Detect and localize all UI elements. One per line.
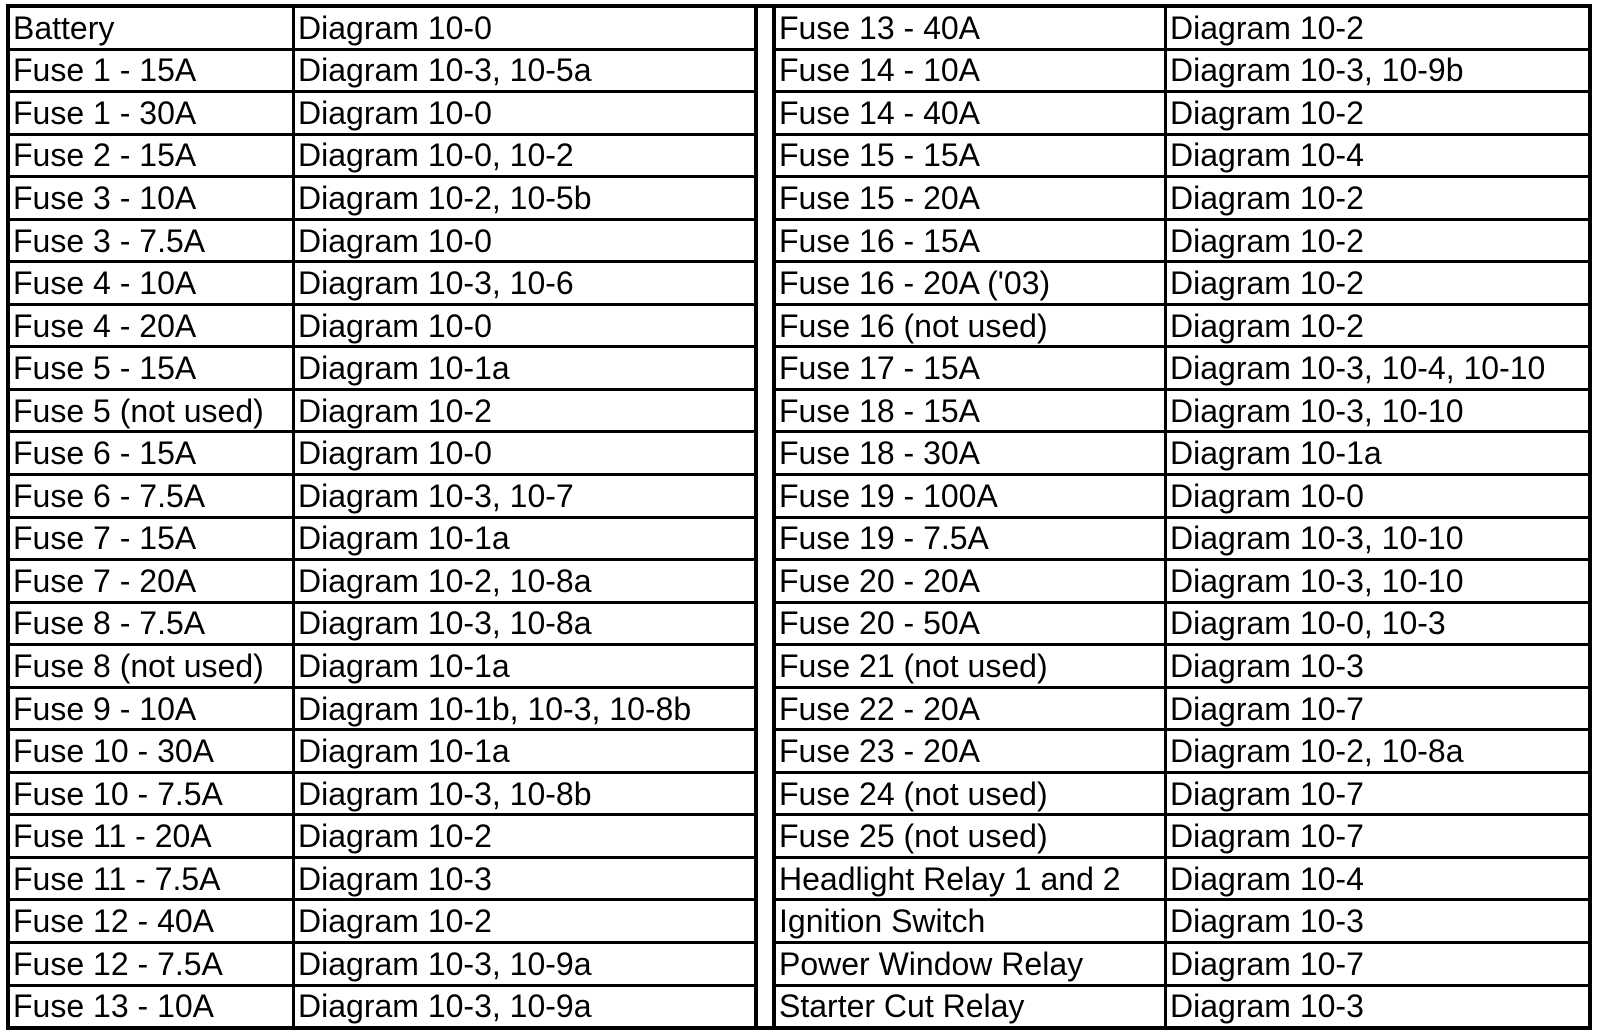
component-cell: Fuse 2 - 15A bbox=[10, 136, 292, 176]
table-row bbox=[10, 944, 754, 984]
diagram-reference-cell: Diagram 10-3 bbox=[1167, 987, 1588, 1027]
component-cell: Fuse 15 - 20A bbox=[776, 178, 1164, 218]
diagram-reference-cell: Diagram 10-3, 10-4, 10-10 bbox=[1167, 348, 1588, 388]
table-row bbox=[10, 221, 754, 261]
component-cell: Fuse 14 - 40A bbox=[776, 93, 1164, 133]
diagram-reference-cell: Diagram 10-2 bbox=[295, 391, 754, 431]
diagram-reference-cell: Diagram 10-3, 10-9b bbox=[1167, 51, 1588, 91]
diagram-reference-cell: Diagram 10-2, 10-8a bbox=[295, 561, 754, 601]
table-row bbox=[776, 476, 1588, 516]
table-row bbox=[10, 348, 754, 388]
table-row bbox=[776, 136, 1588, 176]
column-divider bbox=[754, 8, 776, 1026]
diagram-reference-cell: Diagram 10-1b, 10-3, 10-8b bbox=[295, 689, 754, 729]
component-cell: Fuse 19 - 7.5A bbox=[776, 519, 1164, 559]
table-row bbox=[10, 93, 754, 133]
diagram-reference-cell: Diagram 10-3, 10-10 bbox=[1167, 519, 1588, 559]
component-cell: Fuse 15 - 15A bbox=[776, 136, 1164, 176]
table-row bbox=[776, 519, 1588, 559]
table-row bbox=[10, 859, 754, 899]
diagram-reference-cell: Diagram 10-7 bbox=[1167, 689, 1588, 729]
component-cell: Fuse 20 - 20A bbox=[776, 561, 1164, 601]
table-row bbox=[776, 433, 1588, 473]
left-table-panel bbox=[10, 8, 754, 1026]
component-cell: Power Window Relay bbox=[776, 944, 1164, 984]
diagram-reference-cell: Diagram 10-2 bbox=[1167, 93, 1588, 133]
component-cell: Fuse 16 (not used) bbox=[776, 306, 1164, 346]
component-cell: Battery bbox=[10, 8, 292, 48]
diagram-reference-cell: Diagram 10-3, 10-8b bbox=[295, 774, 754, 814]
component-cell: Fuse 4 - 20A bbox=[10, 306, 292, 346]
diagram-reference-cell: Diagram 10-3, 10-9a bbox=[295, 987, 754, 1027]
diagram-reference-cell: Diagram 10-2 bbox=[1167, 8, 1588, 48]
diagram-reference-cell: Diagram 10-7 bbox=[1167, 774, 1588, 814]
table-row bbox=[10, 519, 754, 559]
table-row bbox=[10, 774, 754, 814]
diagram-reference-cell: Diagram 10-7 bbox=[1167, 816, 1588, 856]
diagram-reference-cell: Diagram 10-3, 10-6 bbox=[295, 263, 754, 303]
table-row bbox=[776, 51, 1588, 91]
component-cell: Fuse 6 - 15A bbox=[10, 433, 292, 473]
table-row bbox=[10, 306, 754, 346]
component-cell: Fuse 11 - 20A bbox=[10, 816, 292, 856]
component-cell: Fuse 1 - 30A bbox=[10, 93, 292, 133]
component-cell: Ignition Switch bbox=[776, 901, 1164, 941]
diagram-reference-cell: Diagram 10-2 bbox=[1167, 263, 1588, 303]
diagram-reference-cell: Diagram 10-2 bbox=[295, 901, 754, 941]
component-cell: Fuse 18 - 15A bbox=[776, 391, 1164, 431]
component-cell: Starter Cut Relay bbox=[776, 987, 1164, 1027]
component-cell: Fuse 13 - 10A bbox=[10, 987, 292, 1027]
diagram-reference-cell: Diagram 10-0 bbox=[295, 433, 754, 473]
diagram-reference-cell: Diagram 10-0 bbox=[295, 93, 754, 133]
table-row bbox=[776, 604, 1588, 644]
component-cell: Fuse 25 (not used) bbox=[776, 816, 1164, 856]
table-row bbox=[776, 901, 1588, 941]
diagram-reference-cell: Diagram 10-0, 10-3 bbox=[1167, 604, 1588, 644]
component-cell: Fuse 1 - 15A bbox=[10, 51, 292, 91]
diagram-reference-cell: Diagram 10-1a bbox=[295, 731, 754, 771]
table-row bbox=[10, 816, 754, 856]
diagram-reference-cell: Diagram 10-0 bbox=[295, 306, 754, 346]
component-cell: Fuse 14 - 10A bbox=[776, 51, 1164, 91]
component-cell: Fuse 5 (not used) bbox=[10, 391, 292, 431]
table-row bbox=[776, 391, 1588, 431]
diagram-reference-cell: Diagram 10-3 bbox=[295, 859, 754, 899]
diagram-reference-cell: Diagram 10-3, 10-10 bbox=[1167, 561, 1588, 601]
component-cell: Fuse 22 - 20A bbox=[776, 689, 1164, 729]
table-row bbox=[776, 731, 1588, 771]
table-row bbox=[10, 51, 754, 91]
diagram-reference-cell: Diagram 10-1a bbox=[295, 348, 754, 388]
diagram-reference-cell: Diagram 10-3 bbox=[1167, 901, 1588, 941]
diagram-reference-cell: Diagram 10-1a bbox=[295, 646, 754, 686]
diagram-reference-cell: Diagram 10-1a bbox=[295, 519, 754, 559]
table-row bbox=[10, 136, 754, 176]
component-cell: Fuse 23 - 20A bbox=[776, 731, 1164, 771]
component-cell: Fuse 19 - 100A bbox=[776, 476, 1164, 516]
diagram-reference-cell: Diagram 10-0, 10-2 bbox=[295, 136, 754, 176]
table-row bbox=[776, 859, 1588, 899]
diagram-reference-cell: Diagram 10-3, 10-9a bbox=[295, 944, 754, 984]
component-cell: Fuse 12 - 7.5A bbox=[10, 944, 292, 984]
component-cell: Fuse 7 - 15A bbox=[10, 519, 292, 559]
diagram-reference-cell: Diagram 10-2 bbox=[1167, 178, 1588, 218]
component-cell: Fuse 16 - 20A ('03) bbox=[776, 263, 1164, 303]
table-row bbox=[776, 8, 1588, 48]
diagram-reference-cell: Diagram 10-0 bbox=[295, 8, 754, 48]
diagram-reference-cell: Diagram 10-3, 10-8a bbox=[295, 604, 754, 644]
table-row bbox=[776, 178, 1588, 218]
table-row bbox=[776, 689, 1588, 729]
table-row bbox=[10, 604, 754, 644]
table-row bbox=[776, 263, 1588, 303]
table-row bbox=[10, 178, 754, 218]
diagram-reference-cell: Diagram 10-3 bbox=[1167, 646, 1588, 686]
table-row bbox=[10, 476, 754, 516]
diagram-reference-cell: Diagram 10-2, 10-5b bbox=[295, 178, 754, 218]
component-cell: Fuse 3 - 10A bbox=[10, 178, 292, 218]
table-row bbox=[10, 8, 754, 48]
component-cell: Fuse 3 - 7.5A bbox=[10, 221, 292, 261]
table-row bbox=[776, 221, 1588, 261]
component-cell: Fuse 10 - 30A bbox=[10, 731, 292, 771]
table-row bbox=[10, 433, 754, 473]
diagram-reference-cell: Diagram 10-2 bbox=[295, 816, 754, 856]
table-row bbox=[776, 944, 1588, 984]
component-cell: Fuse 12 - 40A bbox=[10, 901, 292, 941]
component-cell: Fuse 20 - 50A bbox=[776, 604, 1164, 644]
component-cell: Fuse 8 - 7.5A bbox=[10, 604, 292, 644]
diagram-reference-cell: Diagram 10-1a bbox=[1167, 433, 1588, 473]
component-cell: Fuse 17 - 15A bbox=[776, 348, 1164, 388]
diagram-reference-cell: Diagram 10-3, 10-10 bbox=[1167, 391, 1588, 431]
component-cell: Fuse 13 - 40A bbox=[776, 8, 1164, 48]
component-cell: Fuse 18 - 30A bbox=[776, 433, 1164, 473]
table-row bbox=[776, 348, 1588, 388]
diagram-reference-cell: Diagram 10-0 bbox=[1167, 476, 1588, 516]
component-cell: Fuse 8 (not used) bbox=[10, 646, 292, 686]
table-row bbox=[776, 774, 1588, 814]
table-row bbox=[10, 901, 754, 941]
component-cell: Fuse 6 - 7.5A bbox=[10, 476, 292, 516]
component-cell: Fuse 21 (not used) bbox=[776, 646, 1164, 686]
component-cell: Fuse 10 - 7.5A bbox=[10, 774, 292, 814]
diagram-reference-cell: Diagram 10-2 bbox=[1167, 221, 1588, 261]
component-cell: Fuse 4 - 10A bbox=[10, 263, 292, 303]
table-row bbox=[10, 391, 754, 431]
component-cell: Fuse 16 - 15A bbox=[776, 221, 1164, 261]
table-row bbox=[10, 561, 754, 601]
diagram-reference-cell: Diagram 10-7 bbox=[1167, 944, 1588, 984]
right-table-panel bbox=[776, 8, 1588, 1026]
table-row bbox=[776, 987, 1588, 1027]
diagram-reference-cell: Diagram 10-2, 10-8a bbox=[1167, 731, 1588, 771]
diagram-reference-cell: Diagram 10-0 bbox=[295, 221, 754, 261]
diagram-reference-cell: Diagram 10-4 bbox=[1167, 136, 1588, 176]
table-row bbox=[776, 93, 1588, 133]
fuse-diagram-index-table bbox=[6, 4, 1592, 1030]
diagram-reference-cell: Diagram 10-2 bbox=[1167, 306, 1588, 346]
diagram-reference-cell: Diagram 10-3, 10-7 bbox=[295, 476, 754, 516]
component-cell: Fuse 24 (not used) bbox=[776, 774, 1164, 814]
component-cell: Fuse 11 - 7.5A bbox=[10, 859, 292, 899]
component-cell: Fuse 7 - 20A bbox=[10, 561, 292, 601]
diagram-reference-cell: Diagram 10-3, 10-5a bbox=[295, 51, 754, 91]
table-row bbox=[10, 731, 754, 771]
component-cell: Fuse 9 - 10A bbox=[10, 689, 292, 729]
table-row bbox=[776, 561, 1588, 601]
component-cell: Headlight Relay 1 and 2 bbox=[776, 859, 1164, 899]
table-row bbox=[10, 263, 754, 303]
table-row bbox=[776, 816, 1588, 856]
table-row bbox=[10, 689, 754, 729]
table-row bbox=[776, 646, 1588, 686]
table-row bbox=[776, 306, 1588, 346]
component-cell: Fuse 5 - 15A bbox=[10, 348, 292, 388]
table-row bbox=[10, 646, 754, 686]
diagram-reference-cell: Diagram 10-4 bbox=[1167, 859, 1588, 899]
table-row bbox=[10, 987, 754, 1027]
